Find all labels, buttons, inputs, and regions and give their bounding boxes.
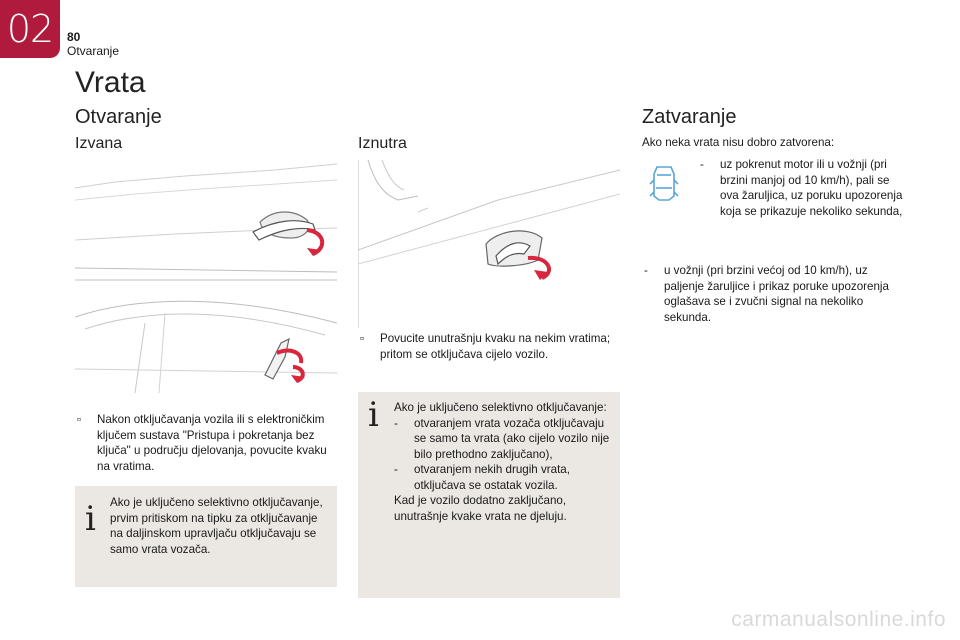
opening-heading: Otvaranje	[75, 106, 162, 128]
info-icon: i	[368, 395, 379, 435]
chapter-badge: 02	[0, 0, 60, 58]
outside-info-note	[75, 486, 337, 587]
dash-marker: -	[644, 264, 648, 277]
closing-item-text: u vožnji (pri brzini većoj od 10 km/h), uz paljenje žaruljice i prikaz poruke upozorenja oglašava se i zvučni signal na nekoliko sekunda.	[664, 264, 889, 324]
inside-instruction	[360, 331, 618, 362]
outside-note-text: Ako je uključeno selektivno otključavanje, prvim pritiskom na tipku za otključavanje na daljinskom upravljaču otključavaju se samo vrata vozača.	[110, 496, 323, 556]
square-bullet-icon: ▫	[77, 413, 82, 426]
illustration-divider	[75, 279, 337, 281]
outside-instruction	[77, 412, 332, 474]
door-open-warning-icon	[649, 164, 679, 202]
inside-instruction-text: Povucite unutrašnju kvaku na nekim vratima; pritom se otključava cijelo vozilo.	[380, 332, 611, 361]
inside-info-note	[358, 392, 620, 598]
dash-marker: -	[700, 158, 704, 171]
watermark: carmanualsonline.info	[731, 608, 946, 631]
outside-instruction-text: Nakon otključavanja vozila ili s elektroničkim ključem sustava "Pristupa i pokretanja bez ključa" u području djelovanja, povucite kvaku na vratima.	[97, 413, 327, 473]
closing-intro: Ako neka vrata nisu dobro zatvorena:	[642, 136, 835, 149]
outside-door-handle-illustration	[75, 160, 337, 278]
inside-note-item	[394, 416, 614, 463]
page-number: 80	[67, 30, 81, 44]
inside-note-item-text: otvaranjem vrata vozača otključavaju se samo ta vrata (ako cijelo vozilo nije bilo prethodno zaključano),	[414, 416, 610, 461]
closing-item	[700, 157, 910, 219]
inside-heading: Iznutra	[358, 135, 407, 152]
closing-item	[644, 263, 906, 325]
section-name: Otvaranje	[67, 44, 120, 58]
outside-heading: Izvana	[75, 135, 123, 152]
square-bullet-icon: ▫	[360, 332, 365, 345]
inside-note-item-text: otvaranjem nekih drugih vrata, otključava se ostatak vozila.	[414, 463, 570, 492]
dash-marker: -	[394, 463, 398, 476]
page-title: Vrata	[75, 66, 146, 99]
inside-note-item	[394, 462, 614, 493]
closing-item-text: uz pokrenut motor ili u vožnji (pri brzini manjoj od 10 km/h), pali se ova žaruljica, uz poruku upozorenja koja se prikazuje nekoliko sekunda,	[720, 158, 903, 218]
inside-door-handle-illustration	[358, 160, 620, 328]
inside-note-outro: Kad je vozilo dodatno zaključano, unutrašnje kvake vrata ne djeluju.	[394, 494, 567, 523]
info-icon: i	[85, 499, 96, 539]
dash-marker: -	[394, 416, 398, 430]
inside-note-intro: Ako je uključeno selektivno otključavanje:	[394, 401, 607, 414]
closing-heading: Zatvaranje	[642, 106, 737, 128]
outside-rear-handle-illustration	[75, 283, 337, 403]
inside-note-body	[394, 400, 614, 524]
